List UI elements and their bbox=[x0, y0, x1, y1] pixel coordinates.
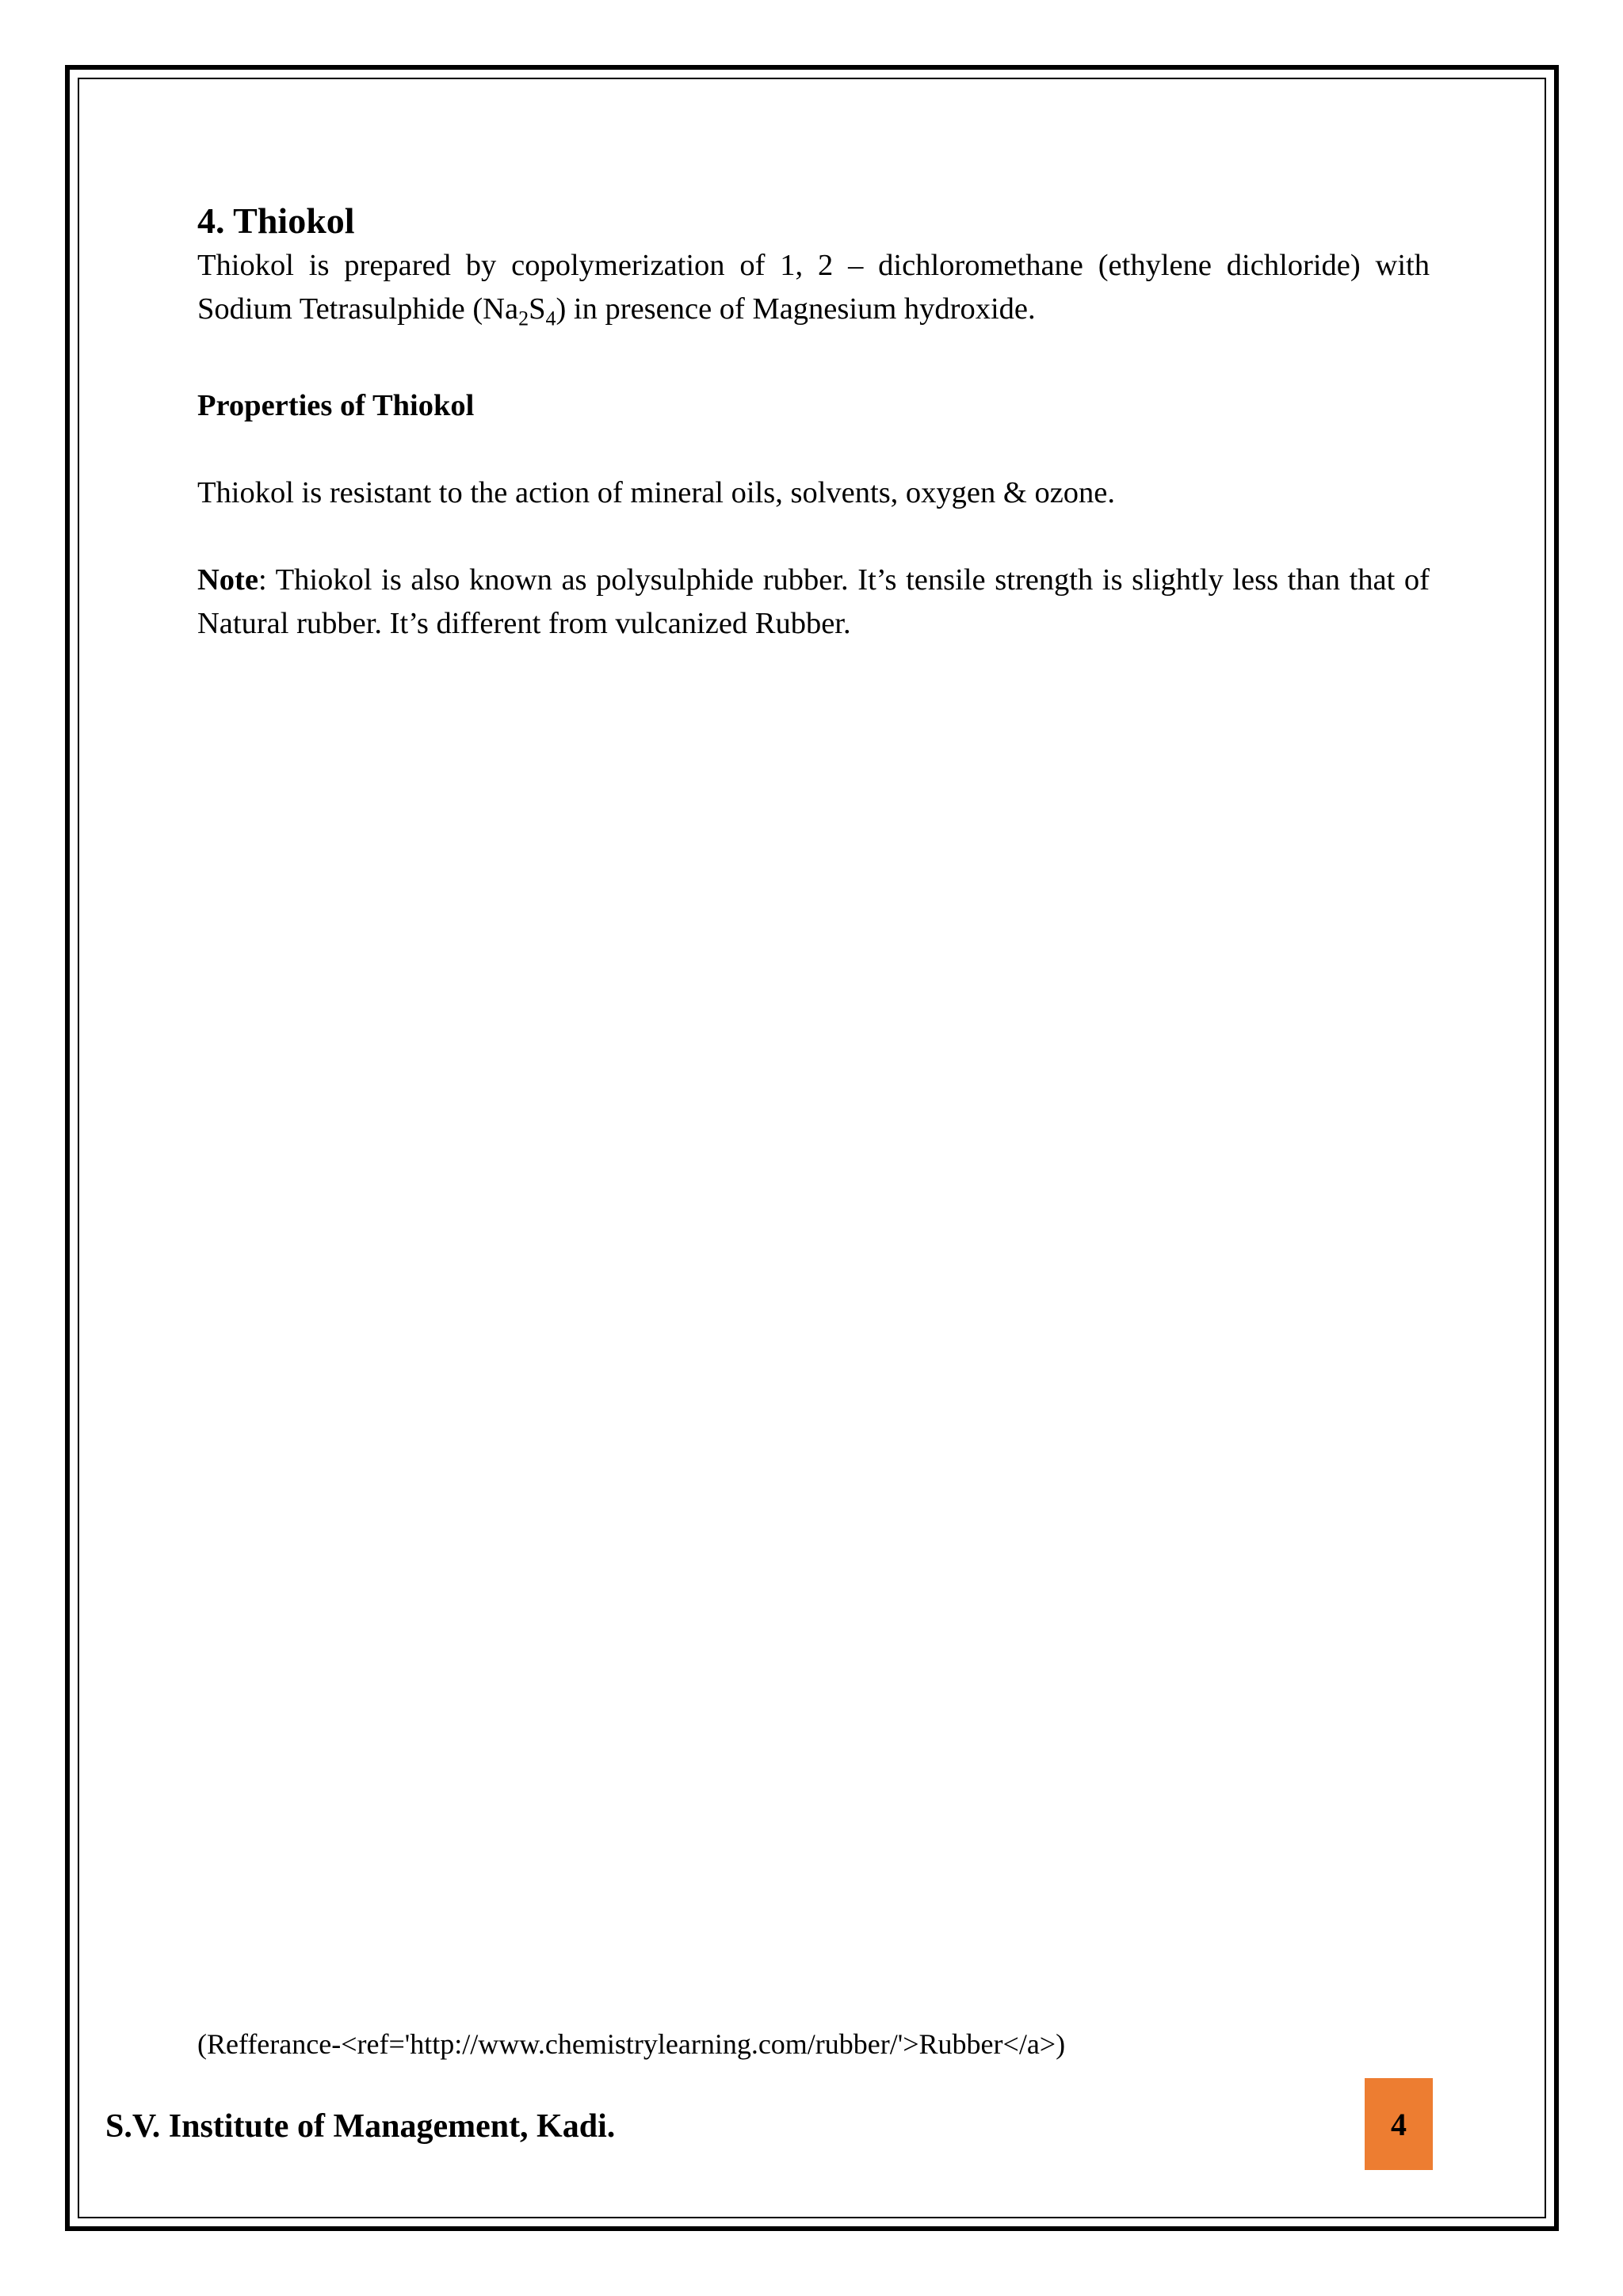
note-text: : Thiokol is also known as polysulphide rubber. It’s tensile strength is slightly less than that of Natural rubber. It’s different from vulcanized Rubber. bbox=[197, 563, 1430, 640]
intro-text-part1: Thiokol is prepared by copolymerization of 1, 2 – dichloromethane (ethylene dichloride) with Sodium Tetrasulphide (Na bbox=[197, 249, 1430, 326]
intro-text-part3: ) in presence of Magnesium hydroxide. bbox=[556, 292, 1036, 326]
intro-text-part2: S bbox=[529, 292, 546, 326]
note-paragraph bbox=[197, 559, 1430, 646]
intro-paragraph bbox=[197, 244, 1430, 341]
footer-organization: S.V. Institute of Management, Kadi. bbox=[105, 2108, 616, 2145]
reference-text: (Refferance-<ref='http://www.chemistrylearning.com/rubber/'>Rubber</a>) bbox=[197, 2028, 1066, 2060]
properties-paragraph: Thiokol is resistant to the action of mineral oils, solvents, oxygen & ozone. bbox=[197, 475, 1116, 509]
page-number: 4 bbox=[1391, 2106, 1407, 2142]
page-content bbox=[197, 198, 1430, 646]
intro-subscript-1: 2 bbox=[518, 307, 529, 330]
note-label: Note bbox=[197, 563, 258, 597]
page-number-box bbox=[1365, 2078, 1433, 2170]
section-title: 4. Thiokol bbox=[197, 200, 355, 241]
properties-heading: Properties of Thiokol bbox=[197, 388, 475, 422]
intro-subscript-2: 4 bbox=[545, 307, 556, 330]
